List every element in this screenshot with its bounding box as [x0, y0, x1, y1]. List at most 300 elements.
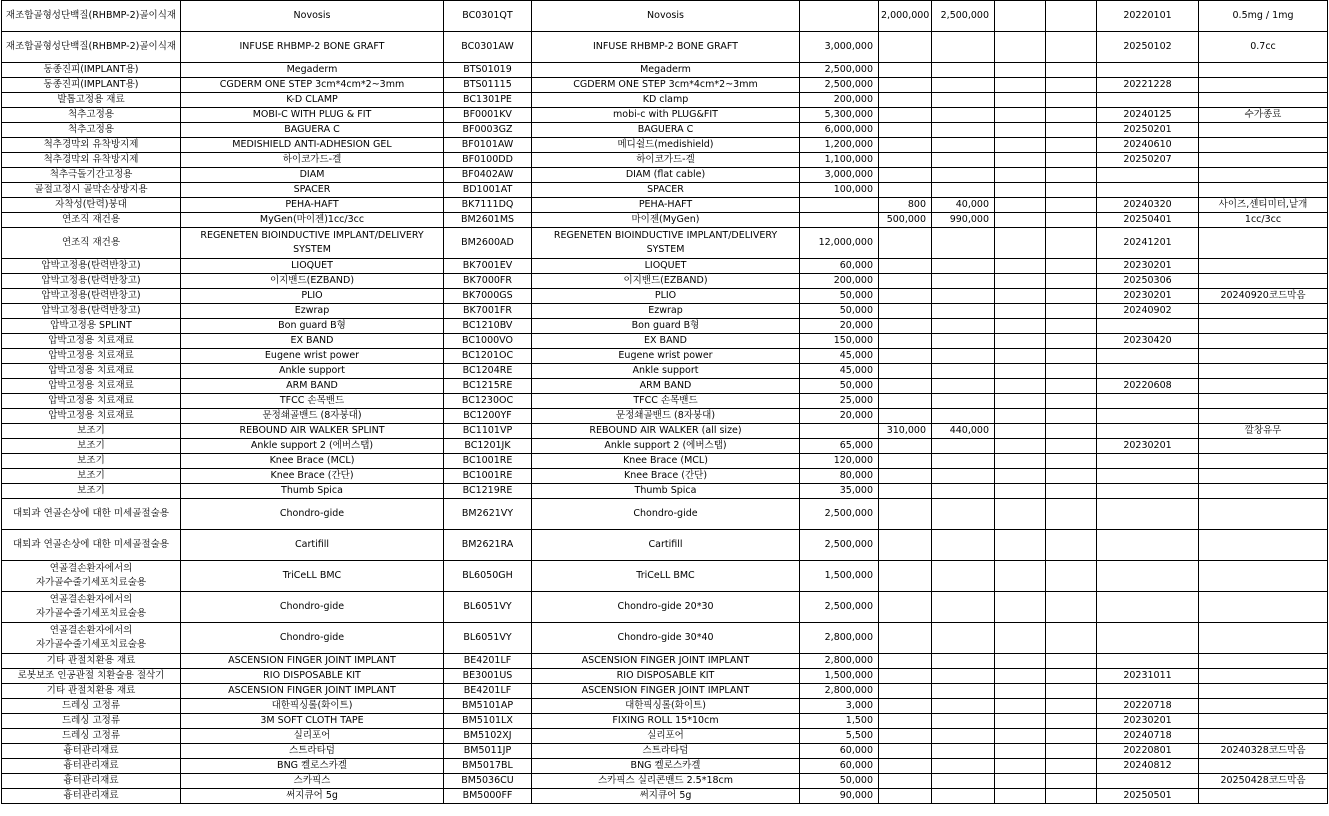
code-cell: BL6051VY: [444, 623, 532, 654]
table-row: [2, 623, 1328, 654]
table-row: [2, 669, 1328, 684]
blank-cell-a: [995, 259, 1046, 274]
category-cell: 대퇴과 연골손상에 대한 미세골절술용: [2, 530, 181, 561]
note-cell: [1199, 592, 1328, 623]
note-cell: 0.7cc: [1199, 32, 1328, 63]
note-cell: 수가종료: [1199, 108, 1328, 123]
blank-cell-b: [1046, 454, 1097, 469]
min-price-cell: [879, 364, 932, 379]
code-cell: BM2600AD: [444, 228, 532, 259]
code-cell: BC1219RE: [444, 484, 532, 499]
table-row: [2, 592, 1328, 623]
min-price-cell: [879, 78, 932, 93]
date-cell: 20220718: [1097, 699, 1199, 714]
code-cell: BC0301QT: [444, 1, 532, 32]
blank-cell-b: [1046, 274, 1097, 289]
date-cell: 20230201: [1097, 289, 1199, 304]
code-cell: BK7001FR: [444, 304, 532, 319]
code-cell: BF0402AW: [444, 168, 532, 183]
blank-cell-a: [995, 319, 1046, 334]
max-price-cell: [932, 364, 995, 379]
item-name-cell: Cartifill: [532, 530, 800, 561]
price-cell: 50,000: [800, 774, 879, 789]
item-name-cell: ARM BAND: [532, 379, 800, 394]
table-row: [2, 168, 1328, 183]
note-cell: [1199, 409, 1328, 424]
note-cell: [1199, 138, 1328, 153]
table-body: [2, 1, 1328, 804]
price-cell: 150,000: [800, 334, 879, 349]
code-cell: BC1201OC: [444, 349, 532, 364]
max-price-cell: [932, 319, 995, 334]
category-cell: 동종진피(IMPLANT용): [2, 78, 181, 93]
max-price-cell: [932, 592, 995, 623]
blank-cell-b: [1046, 729, 1097, 744]
product-name-cell: Bon guard B형: [181, 319, 444, 334]
blank-cell-b: [1046, 484, 1097, 499]
blank-cell-b: [1046, 759, 1097, 774]
max-price-cell: [932, 499, 995, 530]
date-cell: 20241201: [1097, 228, 1199, 259]
blank-cell-a: [995, 289, 1046, 304]
item-name-cell: mobi-c with PLUG&FIT: [532, 108, 800, 123]
product-name-cell: Chondro-gide: [181, 499, 444, 530]
product-name-cell: MEDISHIELD ANTI-ADHESION GEL: [181, 138, 444, 153]
item-name-cell: BNG 켈로스카겔: [532, 759, 800, 774]
product-name-cell: LIOQUET: [181, 259, 444, 274]
date-cell: [1097, 183, 1199, 198]
blank-cell-b: [1046, 774, 1097, 789]
product-name-cell: MyGen(마이젠)1cc/3cc: [181, 213, 444, 228]
min-price-cell: [879, 153, 932, 168]
price-cell: [800, 424, 879, 439]
code-cell: BM2621RA: [444, 530, 532, 561]
date-cell: [1097, 93, 1199, 108]
blank-cell-b: [1046, 469, 1097, 484]
max-price-cell: [932, 561, 995, 592]
min-price-cell: [879, 274, 932, 289]
item-name-cell: 메디쉴드(medishield): [532, 138, 800, 153]
code-cell: BM5102XJ: [444, 729, 532, 744]
price-cell: 1,500: [800, 714, 879, 729]
max-price-cell: [932, 714, 995, 729]
blank-cell-b: [1046, 699, 1097, 714]
date-cell: [1097, 530, 1199, 561]
min-price-cell: [879, 289, 932, 304]
blank-cell-a: [995, 454, 1046, 469]
code-cell: BF0001KV: [444, 108, 532, 123]
note-cell: [1199, 759, 1328, 774]
product-name-cell: ASCENSION FINGER JOINT IMPLANT: [181, 684, 444, 699]
price-cell: 1,100,000: [800, 153, 879, 168]
blank-cell-b: [1046, 394, 1097, 409]
note-cell: [1199, 168, 1328, 183]
product-name-cell: MOBI-C WITH PLUG & FIT: [181, 108, 444, 123]
code-cell: BC1201JK: [444, 439, 532, 454]
item-name-cell: 마이젠(MyGen): [532, 213, 800, 228]
blank-cell-a: [995, 274, 1046, 289]
blank-cell-a: [995, 592, 1046, 623]
date-cell: 20230201: [1097, 259, 1199, 274]
date-cell: 20221228: [1097, 78, 1199, 93]
min-price-cell: [879, 228, 932, 259]
min-price-cell: [879, 108, 932, 123]
table-row: [2, 364, 1328, 379]
min-price-cell: [879, 654, 932, 669]
max-price-cell: [932, 759, 995, 774]
item-name-cell: 써지큐어 5g: [532, 789, 800, 804]
product-name-cell: Novosis: [181, 1, 444, 32]
price-cell: 60,000: [800, 759, 879, 774]
min-price-cell: [879, 684, 932, 699]
date-cell: 20240902: [1097, 304, 1199, 319]
price-cell: 80,000: [800, 469, 879, 484]
category-cell: 드레싱 고정류: [2, 729, 181, 744]
min-price-cell: [879, 469, 932, 484]
price-cell: 60,000: [800, 259, 879, 274]
item-name-cell: LIOQUET: [532, 259, 800, 274]
table-row: [2, 289, 1328, 304]
price-cell: 2,500,000: [800, 78, 879, 93]
date-cell: [1097, 561, 1199, 592]
price-cell: 200,000: [800, 274, 879, 289]
date-cell: [1097, 654, 1199, 669]
max-price-cell: 990,000: [932, 213, 995, 228]
blank-cell-b: [1046, 409, 1097, 424]
code-cell: BC1001RE: [444, 469, 532, 484]
date-cell: [1097, 454, 1199, 469]
product-name-cell: 대한픽싱롤(화이트): [181, 699, 444, 714]
min-price-cell: [879, 439, 932, 454]
blank-cell-b: [1046, 592, 1097, 623]
category-cell: 압박고정용 치료재료: [2, 349, 181, 364]
category-cell: 발톱고정용 재료: [2, 93, 181, 108]
category-cell: 연조직 재건용: [2, 228, 181, 259]
code-cell: BE4201LF: [444, 654, 532, 669]
min-price-cell: [879, 699, 932, 714]
product-name-cell: 이지밴드(EZBAND): [181, 274, 444, 289]
table-row: [2, 274, 1328, 289]
product-name-cell: 스카픽스: [181, 774, 444, 789]
table-row: [2, 93, 1328, 108]
price-cell: 25,000: [800, 394, 879, 409]
product-name-cell: Thumb Spica: [181, 484, 444, 499]
price-cell: 3,000: [800, 699, 879, 714]
date-cell: [1097, 469, 1199, 484]
note-cell: [1199, 228, 1328, 259]
note-cell: 1cc/3cc: [1199, 213, 1328, 228]
max-price-cell: [932, 123, 995, 138]
blank-cell-a: [995, 108, 1046, 123]
blank-cell-a: [995, 439, 1046, 454]
blank-cell-b: [1046, 334, 1097, 349]
blank-cell-a: [995, 213, 1046, 228]
blank-cell-a: [995, 714, 1046, 729]
max-price-cell: [932, 289, 995, 304]
code-cell: BTS01115: [444, 78, 532, 93]
code-cell: BM2601MS: [444, 213, 532, 228]
category-cell: 압박고정용(탄력반창고): [2, 274, 181, 289]
max-price-cell: [932, 439, 995, 454]
note-cell: [1199, 669, 1328, 684]
price-cell: 1,500,000: [800, 561, 879, 592]
note-cell: [1199, 699, 1328, 714]
note-cell: [1199, 454, 1328, 469]
blank-cell-a: [995, 654, 1046, 669]
blank-cell-b: [1046, 93, 1097, 108]
product-name-cell: CGDERM ONE STEP 3cm*4cm*2~3mm: [181, 78, 444, 93]
price-cell: 2,500,000: [800, 63, 879, 78]
max-price-cell: [932, 623, 995, 654]
price-cell: 20,000: [800, 319, 879, 334]
table-row: [2, 78, 1328, 93]
min-price-cell: [879, 759, 932, 774]
product-name-cell: ASCENSION FINGER JOINT IMPLANT: [181, 654, 444, 669]
category-cell: 척추극돌기간고정용: [2, 168, 181, 183]
code-cell: BM5000FF: [444, 789, 532, 804]
category-cell: 드레싱 고정류: [2, 714, 181, 729]
min-price-cell: 310,000: [879, 424, 932, 439]
note-cell: [1199, 183, 1328, 198]
blank-cell-a: [995, 168, 1046, 183]
category-cell: 재조합골형성단백질(RHBMP-2)골이식재: [2, 32, 181, 63]
date-cell: 20250102: [1097, 32, 1199, 63]
min-price-cell: [879, 304, 932, 319]
code-cell: BK7000GS: [444, 289, 532, 304]
code-cell: BE3001US: [444, 669, 532, 684]
code-cell: BL6051VY: [444, 592, 532, 623]
max-price-cell: [932, 744, 995, 759]
item-name-cell: PLIO: [532, 289, 800, 304]
table-row: [2, 499, 1328, 530]
date-cell: [1097, 684, 1199, 699]
code-cell: BC1200YF: [444, 409, 532, 424]
min-price-cell: [879, 63, 932, 78]
note-cell: [1199, 319, 1328, 334]
min-price-cell: [879, 334, 932, 349]
blank-cell-b: [1046, 744, 1097, 759]
code-cell: BM5011JP: [444, 744, 532, 759]
price-cell: 120,000: [800, 454, 879, 469]
max-price-cell: [932, 138, 995, 153]
category-cell: 흉터관리재료: [2, 759, 181, 774]
max-price-cell: [932, 93, 995, 108]
code-cell: BC1204RE: [444, 364, 532, 379]
blank-cell-a: [995, 484, 1046, 499]
date-cell: 20240812: [1097, 759, 1199, 774]
blank-cell-b: [1046, 789, 1097, 804]
note-cell: [1199, 654, 1328, 669]
max-price-cell: [932, 530, 995, 561]
min-price-cell: [879, 669, 932, 684]
note-cell: [1199, 334, 1328, 349]
code-cell: BTS01019: [444, 63, 532, 78]
product-name-cell: TFCC 손목밴드: [181, 394, 444, 409]
blank-cell-a: [995, 530, 1046, 561]
category-cell: 척추경막외 유착방지제: [2, 138, 181, 153]
table-row: [2, 530, 1328, 561]
note-cell: [1199, 789, 1328, 804]
min-price-cell: [879, 714, 932, 729]
code-cell: BK7000FR: [444, 274, 532, 289]
min-price-cell: [879, 138, 932, 153]
price-cell: 5,300,000: [800, 108, 879, 123]
table-row: [2, 774, 1328, 789]
table-row: [2, 759, 1328, 774]
item-name-cell: Chondro-gide 30*40: [532, 623, 800, 654]
item-name-cell: Chondro-gide: [532, 499, 800, 530]
material-price-table: [1, 0, 1328, 804]
code-cell: BD1001AT: [444, 183, 532, 198]
code-cell: BF0101AW: [444, 138, 532, 153]
date-cell: [1097, 499, 1199, 530]
code-cell: BC1101VP: [444, 424, 532, 439]
category-cell: 척추고정용: [2, 123, 181, 138]
blank-cell-b: [1046, 439, 1097, 454]
date-cell: 20240125: [1097, 108, 1199, 123]
product-name-cell: SPACER: [181, 183, 444, 198]
date-cell: 20250501: [1097, 789, 1199, 804]
table-row: [2, 484, 1328, 499]
date-cell: 20231011: [1097, 669, 1199, 684]
category-cell: 기타 관절치환용 재료: [2, 654, 181, 669]
note-cell: 깔창유무: [1199, 424, 1328, 439]
note-cell: [1199, 364, 1328, 379]
item-name-cell: Eugene wrist power: [532, 349, 800, 364]
blank-cell-b: [1046, 349, 1097, 364]
category-cell: 연골결손환자에서의 자가골수줄기세포치료술용: [2, 592, 181, 623]
max-price-cell: [932, 334, 995, 349]
category-cell: 압박고정용 치료재료: [2, 364, 181, 379]
item-name-cell: REGENETEN BIOINDUCTIVE IMPLANT/DELIVERY SYSTEM: [532, 228, 800, 259]
min-price-cell: 2,000,000: [879, 1, 932, 32]
max-price-cell: [932, 729, 995, 744]
note-cell: [1199, 379, 1328, 394]
date-cell: 20220801: [1097, 744, 1199, 759]
product-name-cell: Knee Brace (MCL): [181, 454, 444, 469]
table-row: [2, 259, 1328, 274]
max-price-cell: [932, 454, 995, 469]
note-cell: [1199, 123, 1328, 138]
date-cell: [1097, 409, 1199, 424]
blank-cell-a: [995, 469, 1046, 484]
code-cell: BM5036CU: [444, 774, 532, 789]
item-name-cell: TriCeLL BMC: [532, 561, 800, 592]
item-name-cell: Chondro-gide 20*30: [532, 592, 800, 623]
date-cell: 20230201: [1097, 714, 1199, 729]
blank-cell-a: [995, 198, 1046, 213]
price-cell: 2,800,000: [800, 654, 879, 669]
note-cell: [1199, 499, 1328, 530]
blank-cell-b: [1046, 213, 1097, 228]
note-cell: 사이즈,센티미터,낱개: [1199, 198, 1328, 213]
min-price-cell: [879, 530, 932, 561]
item-name-cell: Thumb Spica: [532, 484, 800, 499]
min-price-cell: [879, 561, 932, 592]
max-price-cell: [932, 699, 995, 714]
blank-cell-a: [995, 561, 1046, 592]
table-row: [2, 108, 1328, 123]
category-cell: 드레싱 고정류: [2, 699, 181, 714]
category-cell: 보조기: [2, 454, 181, 469]
min-price-cell: [879, 123, 932, 138]
code-cell: BL6050GH: [444, 561, 532, 592]
blank-cell-b: [1046, 714, 1097, 729]
price-cell: 2,800,000: [800, 623, 879, 654]
date-cell: [1097, 319, 1199, 334]
price-cell: 3,000,000: [800, 168, 879, 183]
product-name-cell: ARM BAND: [181, 379, 444, 394]
blank-cell-b: [1046, 153, 1097, 168]
date-cell: [1097, 592, 1199, 623]
item-name-cell: BAGUERA C: [532, 123, 800, 138]
note-cell: [1199, 93, 1328, 108]
min-price-cell: [879, 409, 932, 424]
table-row: [2, 714, 1328, 729]
blank-cell-b: [1046, 168, 1097, 183]
blank-cell-b: [1046, 499, 1097, 530]
item-name-cell: 하이코가드-겔: [532, 153, 800, 168]
note-cell: [1199, 439, 1328, 454]
product-name-cell: 3M SOFT CLOTH TAPE: [181, 714, 444, 729]
category-cell: 흉터관리재료: [2, 789, 181, 804]
min-price-cell: [879, 349, 932, 364]
note-cell: [1199, 469, 1328, 484]
table-row: [2, 183, 1328, 198]
price-cell: 3,000,000: [800, 32, 879, 63]
code-cell: BC1215RE: [444, 379, 532, 394]
blank-cell-a: [995, 759, 1046, 774]
product-name-cell: Chondro-gide: [181, 592, 444, 623]
product-name-cell: 스트라타덤: [181, 744, 444, 759]
category-cell: 흉터관리재료: [2, 774, 181, 789]
max-price-cell: [932, 684, 995, 699]
category-cell: 보조기: [2, 484, 181, 499]
item-name-cell: ASCENSION FINGER JOINT IMPLANT: [532, 684, 800, 699]
item-name-cell: REBOUND AIR WALKER (all size): [532, 424, 800, 439]
price-cell: 60,000: [800, 744, 879, 759]
code-cell: BF0100DD: [444, 153, 532, 168]
min-price-cell: 800: [879, 198, 932, 213]
code-cell: BC1000VO: [444, 334, 532, 349]
category-cell: 압박고정용 치료재료: [2, 409, 181, 424]
code-cell: BF0003GZ: [444, 123, 532, 138]
product-name-cell: Ankle support: [181, 364, 444, 379]
category-cell: 골절고정시 골막손상방지용: [2, 183, 181, 198]
blank-cell-a: [995, 138, 1046, 153]
blank-cell-a: [995, 228, 1046, 259]
blank-cell-b: [1046, 319, 1097, 334]
blank-cell-a: [995, 304, 1046, 319]
note-cell: [1199, 561, 1328, 592]
item-name-cell: Ezwrap: [532, 304, 800, 319]
price-cell: 65,000: [800, 439, 879, 454]
max-price-cell: 40,000: [932, 198, 995, 213]
date-cell: 20230201: [1097, 439, 1199, 454]
note-cell: [1199, 63, 1328, 78]
table-row: [2, 744, 1328, 759]
blank-cell-b: [1046, 684, 1097, 699]
date-cell: [1097, 394, 1199, 409]
table-row: [2, 334, 1328, 349]
table-row: [2, 729, 1328, 744]
blank-cell-a: [995, 424, 1046, 439]
blank-cell-a: [995, 78, 1046, 93]
min-price-cell: [879, 729, 932, 744]
item-name-cell: ASCENSION FINGER JOINT IMPLANT: [532, 654, 800, 669]
blank-cell-b: [1046, 561, 1097, 592]
category-cell: 흉터관리재료: [2, 744, 181, 759]
